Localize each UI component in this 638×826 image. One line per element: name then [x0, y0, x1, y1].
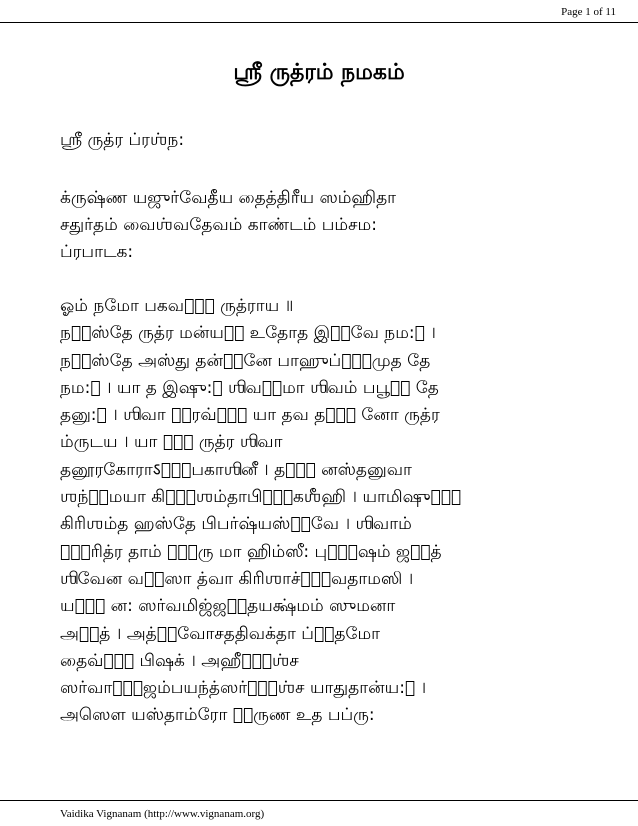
- verse-line: ஶிவேன வச॑ஸா த்வா கிரிஶாச்சா॑வதாமஸி ।: [60, 568, 414, 589]
- verse-line: ஸர்வாம்᳚ஜம்பயந்த்ஸர்வா᳚ஶ்ச யாதுதான்ய꞉॑ ।: [60, 678, 427, 699]
- verse-line: ம்ருடய । யா தே॑ ருத்ர ஶிவா: [60, 432, 283, 453]
- page-number: Page 1 of 11: [561, 6, 616, 18]
- page-title: ஶ்ரீ ருத்ரம் நமகம்: [233, 60, 405, 85]
- top-rule: [0, 22, 638, 23]
- verse-line: தனு꞉॑ । ஶிவா ஶ॑ரவ்யா॑ யா தவ தயா॑ னோ ருத்ர: [60, 405, 440, 426]
- section-heading: ஶ்ரீ ருத்ர ப்ரஶ்ந꞉: [60, 130, 185, 150]
- intro-block: [60, 185, 396, 266]
- verse-line: தைவ்யோ॑ பிஷக் । அஹீம்॑ஶ்ச: [60, 650, 299, 671]
- verse-line: அஸௌ யஸ்தாம்ரோ அ॑ருண உத பப்ரு꞉: [60, 705, 375, 726]
- intro-line: சதுர்தம் வைஶ்வதேவம் காண்டம் பம்சம꞉: [60, 215, 377, 235]
- verse-line: ஓம் நமோ பகவதே᳚ ருத்ராய ॥: [60, 296, 294, 316]
- verse-line: நம॑ஸ்தே ருத்ர மன்யவ॑ உதோத இஷ॑வே நம꞉॑ ।: [60, 323, 436, 344]
- verse-line: ஶந்த॑மயா கிரி॑ஶம்தாபிசா॑கஶீஹி । யாமிஷும்॑: [60, 487, 462, 508]
- verse-block: [60, 293, 461, 730]
- bottom-rule: [0, 800, 638, 801]
- footer-source: Vaidika Vignanam (http://www.vignanam.org): [60, 808, 265, 820]
- verse-line: யதா॑ ன꞉ ஸர்வமிஜ்ஜக॑தயக்ஷ்மம் ஸுமனா: [60, 596, 396, 617]
- verse-line: கி॑ரித்ர தாம் கு॑ரு மா ஹிம்ஸீ꞉ புரு॑ஷம் ஜக॑த்: [60, 541, 442, 562]
- verse-line: கிரிஶம்த ஹஸ்தே பிபர்ஷ்யஸ்த॑வே । ஶிவாம்: [60, 514, 412, 535]
- verse-line: நம॑ஸ்தே அஸ்து தன்வ॑னே பாஹுப்யா॑முத தே: [60, 350, 431, 371]
- verse-line: தனூரகோராऽபா॑பகாஶினீ । தயா॑ னஸ்தனுவா: [60, 459, 412, 480]
- verse-line: நம꞉॑ । யா த இஷு꞉॑ ஶிவத॑மா ஶிவம் பபூவ॑ தே: [60, 377, 439, 398]
- intro-line: க்ருஷ்ண யஜுர்வேதீய தைத்திரீய ஸம்ஹிதா: [60, 188, 397, 208]
- intro-line: ப்ரபாடக꞉: [60, 242, 134, 262]
- verse-line: அஸ॑த் । அத்ய॑வோசததிவக்தா ப்ர॑தமோ: [60, 623, 381, 644]
